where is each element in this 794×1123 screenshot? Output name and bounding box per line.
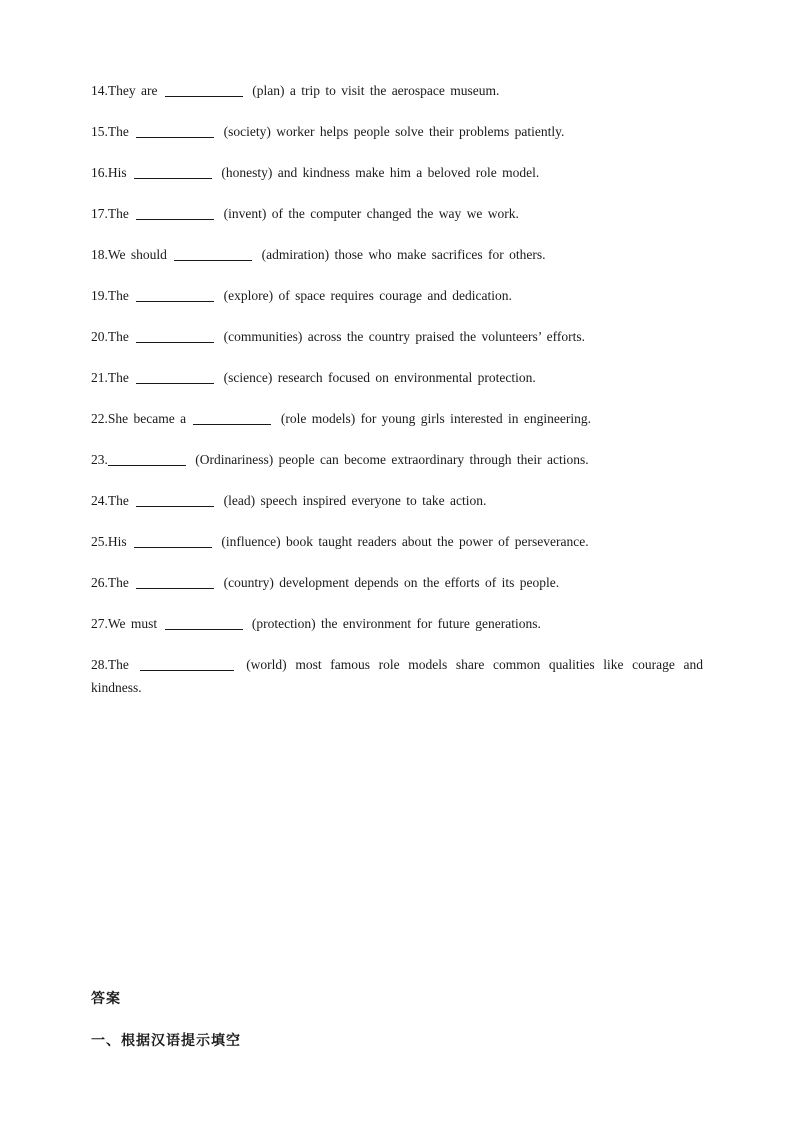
question-text-after: (world) most famous role models share common qualities like courage and kindness.	[91, 657, 704, 695]
question-text-before: The	[107, 124, 129, 139]
question-text-after: (Ordinariness) people can become extraordinary through their actions.	[195, 452, 589, 467]
question-19	[91, 284, 703, 307]
question-text-before: The	[107, 657, 129, 672]
question-number: 14.	[91, 83, 108, 98]
answer-blank[interactable]	[108, 464, 186, 466]
question-text-after: (science) research focused on environmental protection.	[223, 370, 536, 385]
question-23	[91, 448, 703, 471]
question-text-after: (honesty) and kindness make him a beloved role model.	[221, 165, 540, 180]
question-text-after: (society) worker helps people solve their problems patiently.	[223, 124, 565, 139]
question-number: 16.	[91, 165, 108, 180]
question-text-before: The	[107, 288, 129, 303]
question-number: 19.	[91, 288, 108, 303]
question-text-before: The	[107, 575, 129, 590]
answer-blank[interactable]	[140, 669, 234, 671]
question-number: 21.	[91, 370, 108, 385]
question-text-before: They are	[107, 83, 158, 98]
question-20	[91, 325, 703, 348]
question-26	[91, 571, 703, 594]
question-24	[91, 489, 703, 512]
question-text-after: (influence) book taught readers about the power of perseverance.	[221, 534, 589, 549]
question-14	[91, 79, 703, 102]
question-number: 24.	[91, 493, 108, 508]
question-25	[91, 530, 703, 553]
question-text-after: (plan) a trip to visit the aerospace museum.	[252, 83, 500, 98]
question-22	[91, 407, 703, 430]
question-text-after: (protection) the environment for future generations.	[251, 616, 541, 631]
question-number: 27.	[91, 616, 108, 631]
question-text-before: The	[107, 329, 129, 344]
question-text-before: The	[107, 370, 129, 385]
question-28	[91, 653, 703, 699]
answer-blank[interactable]	[193, 423, 271, 425]
question-number: 22.	[91, 411, 108, 426]
question-text-after: (role models) for young girls interested in engineering.	[280, 411, 592, 426]
question-21	[91, 366, 703, 389]
question-27	[91, 612, 703, 635]
question-number: 18.	[91, 247, 108, 262]
answer-blank[interactable]	[165, 95, 243, 97]
question-text-after: (country) development depends on the efforts of its people.	[223, 575, 560, 590]
question-text-before: His	[107, 534, 127, 549]
question-text-before: His	[107, 165, 127, 180]
section-heading: 一、根据汉语提示填空	[91, 1033, 241, 1049]
answer-blank[interactable]	[165, 628, 243, 630]
question-text-after: (lead) speech inspired everyone to take action.	[223, 493, 487, 508]
question-15	[91, 120, 703, 143]
question-number: 20.	[91, 329, 108, 344]
question-text-before: The	[107, 493, 129, 508]
answer-blank[interactable]	[136, 382, 214, 384]
question-number: 28.	[91, 657, 108, 672]
question-text-before: She became a	[107, 411, 187, 426]
question-number: 17.	[91, 206, 108, 221]
answers-heading: 答案	[91, 991, 121, 1007]
answer-blank[interactable]	[134, 177, 212, 179]
question-text-before: We must	[107, 616, 158, 631]
question-text-after: (invent) of the computer changed the way we work.	[223, 206, 519, 221]
question-18	[91, 243, 703, 266]
answer-blank[interactable]	[136, 505, 214, 507]
answer-blank[interactable]	[136, 218, 214, 220]
question-16	[91, 161, 703, 184]
answer-blank[interactable]	[136, 300, 214, 302]
answer-blank[interactable]	[134, 546, 212, 548]
question-text-after: (communities) across the country praised the volunteers’ efforts.	[223, 329, 586, 344]
answer-blank[interactable]	[136, 136, 214, 138]
question-number: 15.	[91, 124, 108, 139]
answer-blank[interactable]	[136, 341, 214, 343]
question-number: 23.	[91, 452, 108, 467]
question-text-before: We should	[107, 247, 167, 262]
question-number: 26.	[91, 575, 108, 590]
question-number: 25.	[91, 534, 108, 549]
question-text-after: (admiration) those who make sacrifices for others.	[261, 247, 546, 262]
question-text-after: (explore) of space requires courage and dedication.	[223, 288, 512, 303]
answer-blank[interactable]	[136, 587, 214, 589]
question-text-before: The	[107, 206, 129, 221]
question-17	[91, 202, 703, 225]
answer-blank[interactable]	[174, 259, 252, 261]
